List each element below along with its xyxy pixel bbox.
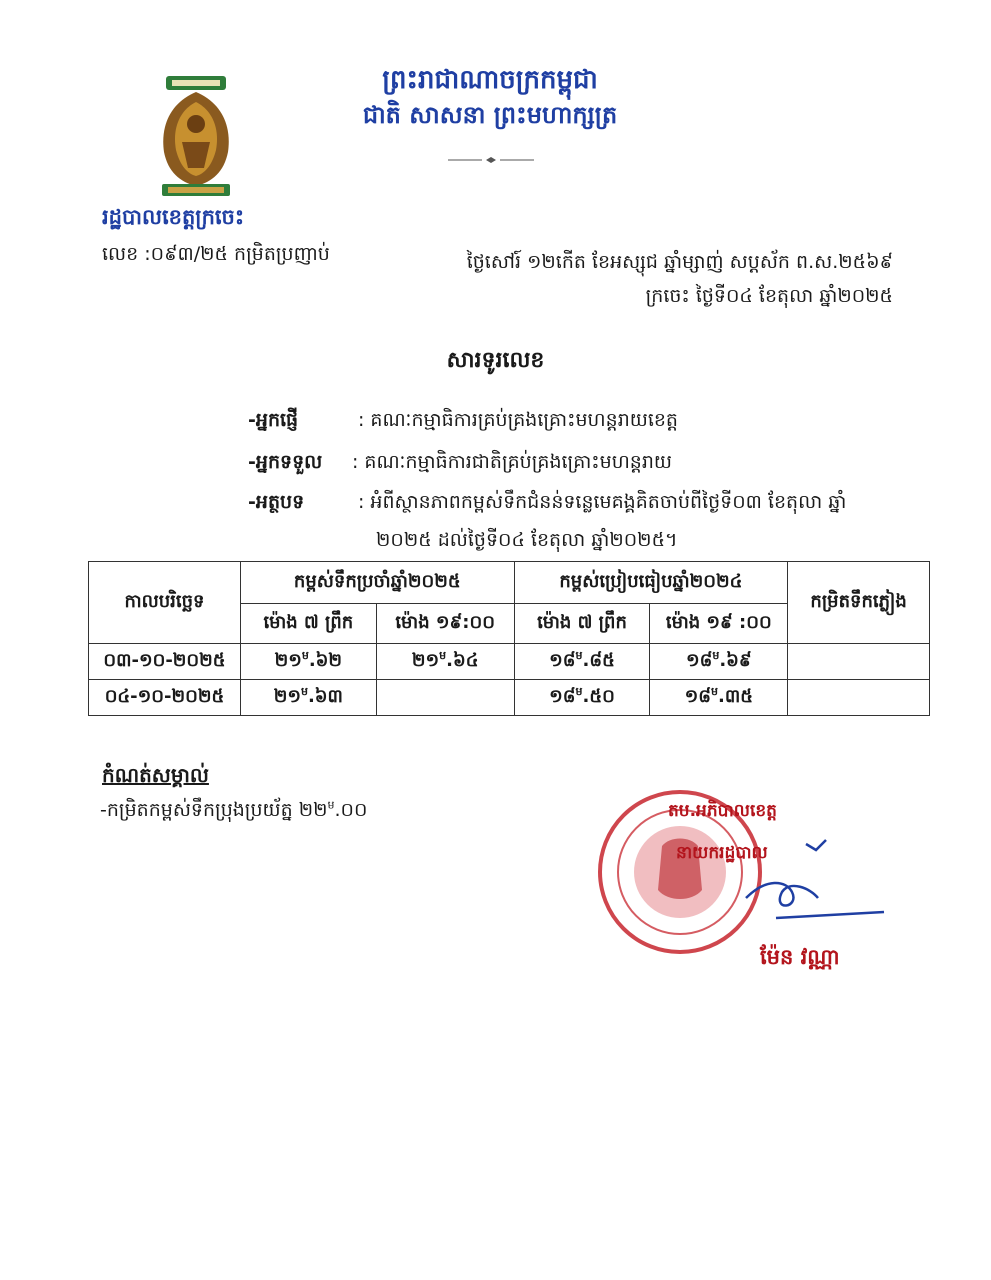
header-evening-2024: ម៉ោង ១៩ :០០ [650,604,788,644]
national-motto: ជាតិ សាសនា ព្រះមហាក្សត្រ [362,101,618,129]
signer-name: ម៉ែន វណ្ណា [760,945,840,969]
row-date: ០៤-១០-២០២៥ [89,680,241,716]
royal-emblem-icon [152,72,240,200]
row-date: ០៣-១០-២០២៥ [89,644,241,680]
table-row [89,680,930,716]
solar-date: ក្រចេះ ថ្ងៃទី០៤ ខែតុលា ឆ្នាំ២០២៥ [645,285,893,307]
cell-morning-2025: ២១$^ម$.៦២ [240,644,376,680]
cell-evening-2024: ១៨$^ម$.៦៩ [650,644,788,680]
water-level-table [88,561,930,716]
cell-rainfall [788,644,930,680]
issuing-authority: រដ្ឋបាលខេត្តក្រចេះ [102,205,245,229]
cell-morning-2024: ១៨$^ម$.៥០ [514,680,650,716]
cell-morning-2025: ២១$^ម$.៦៣ [240,680,376,716]
cell-evening-2025: ២១$^ម$.៦៤ [376,644,514,680]
receiver-row: -អ្នកទទួល : គណៈកម្មាធិការជាតិគ្រប់គ្រងគ្រោះមហន្តរាយ [248,450,672,478]
header-evening-2025: ម៉ោង ១៩:០០ [376,604,514,644]
cell-rainfall [788,680,930,716]
cell-evening-2025 [376,680,514,716]
notes-title: កំណត់សម្គាល់ [102,763,209,787]
sender-row: -អ្នកផ្ញើ : គណៈកម្មាធិការគ្រប់គ្រងគ្រោះមហន្តរាយខេត្ត [248,408,678,436]
sender-value: គណៈកម្មាធិការគ្រប់គ្រងគ្រោះមហន្តរាយខេត្ត [370,409,678,431]
notes-item: -កម្រិតកម្ពស់ទឹកប្រុងប្រយ័ត្ន ២២$^ម$.០០ [100,798,368,821]
document-title: សារទូរលេខ [446,348,545,373]
kingdom-title: ព្រះរាជាណាចក្រកម្ពុជា [382,65,598,95]
subject-value-continued: ២០២៥ ដល់ថ្ងៃទី០៤ ខែតុលា ឆ្នាំ២០២៥។ [376,529,678,551]
lunar-date: ថ្ងៃសៅរ៍ ១២កើត ខែអស្សុជ ឆ្នាំម្សាញ់ សប្តស័ក ព.ស.២៥៦៩ [466,251,893,273]
subject-label: -អត្ថបទ [248,491,305,513]
sender-label: -អ្នកផ្ញើ [248,409,299,431]
header-period: កាលបរិច្ឆេទ [89,562,241,644]
header-rainfall: កម្រិតទឹកភ្លៀង [788,562,930,644]
receiver-value: គណៈកម្មាធិការជាតិគ្រប់គ្រងគ្រោះមហន្តរាយ [364,451,672,473]
ornament-divider-icon [448,156,534,164]
header-level-2024: កម្ពស់ប្រៀបធៀបឆ្នាំ២០២៤ [514,562,788,604]
table-row [89,644,930,680]
header-level-2025: កម្ពស់ទឹកប្រចាំឆ្នាំ២០២៥ [240,562,514,604]
receiver-label: -អ្នកទទួល [248,451,323,473]
subject-value: អំពីស្ថានភាពកម្ពស់ទឹកជំនន់ទន្លេមេគង្គគិតចាប់ពីថ្ងៃទី០៣ ខែតុលា ឆ្នាំ [370,491,847,513]
stamp-role: នាយករដ្ឋបាល [676,843,768,863]
reference-number: លេខ :០៩៣/២៥ កម្រិតប្រញាប់ [102,243,330,265]
stamp-title: តប.អភិបាលខេត្ត [668,801,777,821]
header-morning-2024: ម៉ោង ៧ ព្រឹក [514,604,650,644]
cell-evening-2024: ១៨$^ម$.៣៥ [650,680,788,716]
header-morning-2025: ម៉ោង ៧ ព្រឹក [240,604,376,644]
cell-morning-2024: ១៨$^ម$.៨៥ [514,644,650,680]
subject-row: -អត្ថបទ : អំពីស្ថានភាពកម្ពស់ទឹកជំនន់ទន្លេមេគង្គគិតចាប់ពីថ្ងៃទី០៣ ខែតុលា ឆ្នាំ [248,490,846,518]
